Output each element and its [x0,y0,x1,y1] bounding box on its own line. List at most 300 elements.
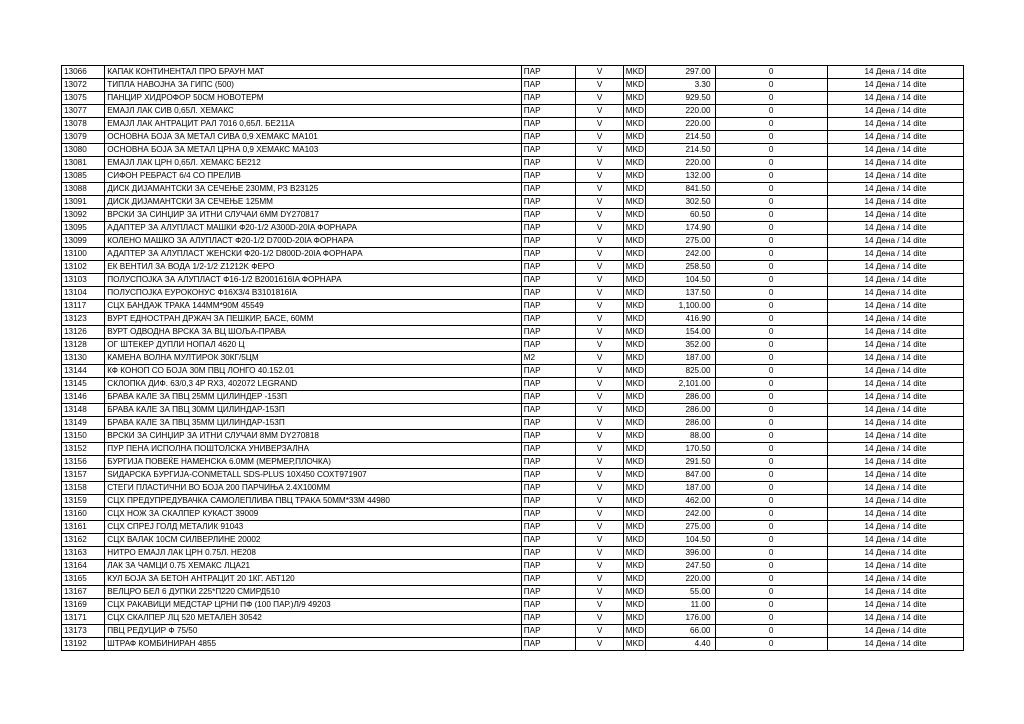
item-code-cell: 13103 [62,274,105,287]
currency-cell: MKD [623,456,646,469]
vat-mark-cell: V [576,547,623,560]
currency-cell: MKD [623,391,646,404]
item-name-cell: СЦХ СПРЕЈ ГОЛД МЕТАЛИК 91043 [105,521,521,534]
quantity-cell: 0 [715,157,827,170]
item-name-cell: ТИПЛА НАВОЈНА ЗА ГИПС (500) [105,79,521,92]
item-name-cell: БУРГИЈА ПОВЕЌЕ НАМЕНСКА 6.0ММ (МЕРМЕР,ПЛОЧКА) [105,456,521,469]
item-code-cell: 13169 [62,599,105,612]
item-name-cell: ОСНОВНА БОЈА ЗА МЕТАЛ СИВА 0,9 ХЕМАКС МА101 [105,131,521,144]
item-code-cell: 13164 [62,560,105,573]
vat-mark-cell: V [576,248,623,261]
quantity-cell: 0 [715,261,827,274]
payment-term-cell: 14 Дена / 14 dite [827,248,963,261]
vat-mark-cell: V [576,144,623,157]
quantity-cell: 0 [715,313,827,326]
vat-mark-cell: V [576,157,623,170]
item-code-cell: 13165 [62,573,105,586]
table-row [62,339,964,352]
quantity-cell: 0 [715,222,827,235]
vat-mark-cell: V [576,92,623,105]
table-row [62,261,964,274]
item-code-cell: 13161 [62,521,105,534]
price-cell: 841.50 [646,183,715,196]
table-row [62,209,964,222]
quantity-cell: 0 [715,144,827,157]
item-code-cell: 13095 [62,222,105,235]
table-row [62,573,964,586]
quantity-cell: 0 [715,196,827,209]
vat-mark-cell: V [576,534,623,547]
item-code-cell: 13149 [62,417,105,430]
vat-mark-cell: V [576,560,623,573]
quantity-cell: 0 [715,443,827,456]
price-cell: 297.00 [646,66,715,79]
table-row [62,469,964,482]
currency-cell: MKD [623,547,646,560]
payment-term-cell: 14 Дена / 14 dite [827,339,963,352]
table-row [62,521,964,534]
payment-term-cell: 14 Дена / 14 dite [827,378,963,391]
currency-cell: MKD [623,183,646,196]
currency-cell: MKD [623,482,646,495]
payment-term-cell: 14 Дена / 14 dite [827,456,963,469]
unit-cell: ПАР [521,261,576,274]
quantity-cell: 0 [715,456,827,469]
payment-term-cell: 14 Дена / 14 dite [827,170,963,183]
price-cell: 174.90 [646,222,715,235]
payment-term-cell: 14 Дена / 14 dite [827,144,963,157]
unit-cell: ПАР [521,105,576,118]
table-row [62,430,964,443]
item-name-cell: ОГ ШТЕКЕР ДУПЛИ НОПАЛ 4620 Ц [105,339,521,352]
price-cell: 104.50 [646,534,715,547]
currency-cell: MKD [623,144,646,157]
quantity-cell: 0 [715,508,827,521]
vat-mark-cell: V [576,261,623,274]
item-code-cell: 13162 [62,534,105,547]
payment-term-cell: 14 Дена / 14 dite [827,131,963,144]
item-name-cell: ПОЛУСПОЈКА ЗА АЛУПЛАСТ Ф16-1/2 В2001616IA ФОРНАРА [105,274,521,287]
payment-term-cell: 14 Дена / 14 dite [827,365,963,378]
quantity-cell: 0 [715,248,827,261]
payment-term-cell: 14 Дена / 14 dite [827,625,963,638]
item-name-cell: НИТРО ЕМАЈЛ ЛАК ЦРН 0.75Л. НЕ208 [105,547,521,560]
vat-mark-cell: V [576,456,623,469]
item-code-cell: 13152 [62,443,105,456]
item-code-cell: 13075 [62,92,105,105]
payment-term-cell: 14 Дена / 14 dite [827,599,963,612]
table-row [62,274,964,287]
currency-cell: MKD [623,248,646,261]
item-name-cell: СТЕГИ ПЛАСТИЧНИ ВО БОЈА 200 ПАРЧИЊА 2.4Х100ММ [105,482,521,495]
table-row [62,183,964,196]
quantity-cell: 0 [715,391,827,404]
price-cell: 187.00 [646,482,715,495]
item-code-cell: 13066 [62,66,105,79]
payment-term-cell: 14 Дена / 14 dite [827,534,963,547]
price-list-table [61,65,964,651]
table-row [62,534,964,547]
price-cell: 286.00 [646,391,715,404]
table-row [62,443,964,456]
table-row [62,196,964,209]
vat-mark-cell: V [576,443,623,456]
currency-cell: MKD [623,573,646,586]
item-name-cell: АДАПТЕР ЗА АЛУПЛАСТ МАШКИ Ф20-1/2 А300D-20IA ФОРНАРА [105,222,521,235]
unit-cell: ПАР [521,404,576,417]
table-row [62,300,964,313]
unit-cell: ПАР [521,92,576,105]
price-cell: 847.00 [646,469,715,482]
payment-term-cell: 14 Дена / 14 dite [827,79,963,92]
quantity-cell: 0 [715,404,827,417]
item-name-cell: АДАПТЕР ЗА АЛУПЛАСТ ЖЕНСКИ Ф20-1/2 D800D-20IA ФОРНАРА [105,248,521,261]
unit-cell: ПАР [521,183,576,196]
item-name-cell: БРАВА КАЛЕ ЗА ПВЦ 30ММ ЦИЛИНДАР-153П [105,404,521,417]
unit-cell: ПАР [521,430,576,443]
item-name-cell: ДИСК ДИЈАМАНТСКИ ЗА СЕЧЕЊЕ 125ММ [105,196,521,209]
price-cell: 286.00 [646,404,715,417]
item-name-cell: СИФОН РЕБРАСТ 6/4 СО ПРЕЛИВ [105,170,521,183]
payment-term-cell: 14 Дена / 14 dite [827,573,963,586]
quantity-cell: 0 [715,599,827,612]
price-cell: 1,100.00 [646,300,715,313]
item-code-cell: 13072 [62,79,105,92]
quantity-cell: 0 [715,79,827,92]
payment-term-cell: 14 Дена / 14 dite [827,547,963,560]
table-row [62,378,964,391]
item-code-cell: 13081 [62,157,105,170]
currency-cell: MKD [623,287,646,300]
currency-cell: MKD [623,521,646,534]
unit-cell: ПАР [521,443,576,456]
vat-mark-cell: V [576,430,623,443]
currency-cell: MKD [623,66,646,79]
quantity-cell: 0 [715,534,827,547]
price-cell: 66.00 [646,625,715,638]
currency-cell: MKD [623,378,646,391]
currency-cell: MKD [623,261,646,274]
currency-cell: MKD [623,313,646,326]
payment-term-cell: 14 Дена / 14 dite [827,469,963,482]
quantity-cell: 0 [715,118,827,131]
item-name-cell: СЦХ РАКАВИЦИ МЕДСТАР ЦРНИ ПФ (100 ПАР.)Л/9 49203 [105,599,521,612]
unit-cell: ПАР [521,638,576,651]
price-cell: 462.00 [646,495,715,508]
quantity-cell: 0 [715,287,827,300]
currency-cell: MKD [623,430,646,443]
table-row [62,79,964,92]
item-name-cell: ПАНЦИР ХИДРОФОР 50СМ НОВОТЕРМ [105,92,521,105]
quantity-cell: 0 [715,352,827,365]
vat-mark-cell: V [576,352,623,365]
item-code-cell: 13085 [62,170,105,183]
item-name-cell: ШТРАФ КОМБИНИРАН 4855 [105,638,521,651]
table-row [62,495,964,508]
item-name-cell: ЕМАЈЛ ЛАК ЦРН 0,65Л. ХЕМАКС БЕ212 [105,157,521,170]
payment-term-cell: 14 Дена / 14 dite [827,118,963,131]
quantity-cell: 0 [715,612,827,625]
unit-cell: ПАР [521,79,576,92]
table-row [62,157,964,170]
table-row [62,404,964,417]
table-row [62,560,964,573]
payment-term-cell: 14 Дена / 14 dite [827,92,963,105]
item-code-cell: 13130 [62,352,105,365]
quantity-cell: 0 [715,170,827,183]
item-name-cell: ЛАК ЗА ЧАМЦИ 0.75 ХЕМАКС ЛЦА21 [105,560,521,573]
vat-mark-cell: V [576,469,623,482]
item-code-cell: 13171 [62,612,105,625]
unit-cell: ПАР [521,469,576,482]
item-name-cell: ЕМАЈЛ ЛАК СИВ 0,65Л. ХЕМАКС [105,105,521,118]
table-row [62,287,964,300]
price-cell: 220.00 [646,105,715,118]
payment-term-cell: 14 Дена / 14 dite [827,417,963,430]
item-code-cell: 13099 [62,235,105,248]
currency-cell: MKD [623,157,646,170]
table-row [62,66,964,79]
unit-cell: ПАР [521,534,576,547]
table-row [62,92,964,105]
price-cell: 220.00 [646,573,715,586]
table-row [62,235,964,248]
price-cell: 154.00 [646,326,715,339]
price-cell: 137.50 [646,287,715,300]
price-cell: 242.00 [646,508,715,521]
item-name-cell: ПУР ПЕНА ИСПОЛНА ПОШТОЛСКА УНИВЕРЗАЛНА [105,443,521,456]
item-code-cell: 13167 [62,586,105,599]
unit-cell: ПАР [521,157,576,170]
item-code-cell: 13078 [62,118,105,131]
quantity-cell: 0 [715,586,827,599]
quantity-cell: 0 [715,521,827,534]
item-code-cell: 13159 [62,495,105,508]
unit-cell: ПАР [521,235,576,248]
payment-term-cell: 14 Дена / 14 dite [827,274,963,287]
currency-cell: MKD [623,625,646,638]
payment-term-cell: 14 Дена / 14 dite [827,313,963,326]
item-name-cell: ЅИДАРСКА БУРГИЈА-CONMETALL SDS-PLUS 10X450 CОХТ971907 [105,469,521,482]
table-row [62,417,964,430]
payment-term-cell: 14 Дена / 14 dite [827,443,963,456]
unit-cell: ПАР [521,482,576,495]
currency-cell: MKD [623,235,646,248]
payment-term-cell: 14 Дена / 14 dite [827,209,963,222]
vat-mark-cell: V [576,196,623,209]
unit-cell: ПАР [521,625,576,638]
vat-mark-cell: V [576,625,623,638]
vat-mark-cell: V [576,287,623,300]
quantity-cell: 0 [715,339,827,352]
item-name-cell: КУЛ БОЈА ЗА БЕТОН АНТРАЦИТ 20 1КГ. АБТ120 [105,573,521,586]
vat-mark-cell: V [576,495,623,508]
item-name-cell: СЦХ ВАЛАК 10СМ СИЛВЕРЛИНЕ 20002 [105,534,521,547]
table-row [62,313,964,326]
vat-mark-cell: V [576,313,623,326]
payment-term-cell: 14 Дена / 14 dite [827,196,963,209]
item-name-cell: СЦХ НОЖ ЗА СКАЛПЕР КУКАСТ 39009 [105,508,521,521]
item-name-cell: ДИСК ДИЈАМАНТСКИ ЗА СЕЧЕЊЕ 230ММ, РЗ В23125 [105,183,521,196]
payment-term-cell: 14 Дена / 14 dite [827,482,963,495]
item-code-cell: 13148 [62,404,105,417]
item-code-cell: 13173 [62,625,105,638]
price-cell: 2,101.00 [646,378,715,391]
payment-term-cell: 14 Дена / 14 dite [827,638,963,651]
item-name-cell: ЕК ВЕНТИЛ ЗА ВОДА 1/2-1/2 Z1212K ФЕРО [105,261,521,274]
unit-cell: ПАР [521,586,576,599]
table-row [62,105,964,118]
item-name-cell: СЦХ СКАЛПЕР ЛЦ 520 МЕТАЛЕН 30542 [105,612,521,625]
item-name-cell: ОСНОВНА БОЈА ЗА МЕТАЛ ЦРНА 0,9 ХЕМАКС МА103 [105,144,521,157]
currency-cell: MKD [623,339,646,352]
currency-cell: MKD [623,560,646,573]
item-name-cell: СЦХ ПРЕДУПРЕДУВАЧКА САМОЛЕПЛИВА ПВЦ ТРАКА 50ММ*33М 44980 [105,495,521,508]
unit-cell: ПАР [521,508,576,521]
item-name-cell: СКЛОПКА ДИФ. 63/0,3 4P RX3, 402072 LEGRAND [105,378,521,391]
vat-mark-cell: V [576,599,623,612]
payment-term-cell: 14 Дена / 14 dite [827,352,963,365]
quantity-cell: 0 [715,274,827,287]
price-cell: 220.00 [646,118,715,131]
unit-cell: ПАР [521,521,576,534]
vat-mark-cell: V [576,417,623,430]
item-name-cell: БРАВА КАЛЕ ЗА ПВЦ 25ММ ЦИЛИНДЕР -153П [105,391,521,404]
payment-term-cell: 14 Дена / 14 dite [827,495,963,508]
price-cell: 4.40 [646,638,715,651]
currency-cell: MKD [623,534,646,547]
item-name-cell: КОЛЕНО МАШКО ЗА АЛУПЛАСТ Ф20-1/2 D700D-20IA ФОРНАРА [105,235,521,248]
item-code-cell: 13146 [62,391,105,404]
unit-cell: ПАР [521,378,576,391]
vat-mark-cell: V [576,105,623,118]
currency-cell: MKD [623,222,646,235]
payment-term-cell: 14 Дена / 14 dite [827,287,963,300]
unit-cell: ПАР [521,573,576,586]
item-code-cell: 13145 [62,378,105,391]
price-cell: 291.50 [646,456,715,469]
unit-cell: ПАР [521,209,576,222]
quantity-cell: 0 [715,573,827,586]
unit-cell: ПАР [521,66,576,79]
table-row [62,508,964,521]
payment-term-cell: 14 Дена / 14 dite [827,326,963,339]
vat-mark-cell: V [576,131,623,144]
table-row [62,118,964,131]
price-cell: 60.50 [646,209,715,222]
currency-cell: MKD [623,79,646,92]
vat-mark-cell: V [576,118,623,131]
currency-cell: MKD [623,417,646,430]
payment-term-cell: 14 Дена / 14 dite [827,521,963,534]
vat-mark-cell: V [576,170,623,183]
price-cell: 247.50 [646,560,715,573]
payment-term-cell: 14 Дена / 14 dite [827,430,963,443]
vat-mark-cell: V [576,573,623,586]
quantity-cell: 0 [715,365,827,378]
unit-cell: ПАР [521,131,576,144]
unit-cell: ПАР [521,339,576,352]
unit-cell: ПАР [521,118,576,131]
item-name-cell: ВУРТ ОДВОДНА ВРСКА ЗА ВЦ ШОЉА-ПРАВА [105,326,521,339]
quantity-cell: 0 [715,235,827,248]
vat-mark-cell: V [576,508,623,521]
vat-mark-cell: V [576,378,623,391]
item-name-cell: ВРСКИ ЗА СИНЏИР ЗА ИТНИ СЛУЧАИ 6ММ DY270817 [105,209,521,222]
vat-mark-cell: V [576,586,623,599]
payment-term-cell: 14 Дена / 14 dite [827,391,963,404]
unit-cell: ПАР [521,326,576,339]
quantity-cell: 0 [715,417,827,430]
item-name-cell: ЕМАЈЛ ЛАК АНТРАЦИТ РАЛ 7016 0,65Л. БЕ211А [105,118,521,131]
item-code-cell: 13079 [62,131,105,144]
quantity-cell: 0 [715,547,827,560]
price-cell: 275.00 [646,235,715,248]
vat-mark-cell: V [576,326,623,339]
table-row [62,391,964,404]
quantity-cell: 0 [715,638,827,651]
item-name-cell: КФ КОНОП СО БОЈА 30М ПВЦ ЛОНГО 40.152.01 [105,365,521,378]
payment-term-cell: 14 Дена / 14 dite [827,235,963,248]
quantity-cell: 0 [715,495,827,508]
quantity-cell: 0 [715,430,827,443]
unit-cell: ПАР [521,547,576,560]
price-cell: 88.00 [646,430,715,443]
currency-cell: MKD [623,365,646,378]
unit-cell: ПАР [521,560,576,573]
unit-cell: ПАР [521,170,576,183]
quantity-cell: 0 [715,326,827,339]
item-code-cell: 13158 [62,482,105,495]
unit-cell: ПАР [521,495,576,508]
quantity-cell: 0 [715,183,827,196]
currency-cell: MKD [623,508,646,521]
price-cell: 220.00 [646,157,715,170]
price-cell: 132.00 [646,170,715,183]
currency-cell: MKD [623,105,646,118]
vat-mark-cell: V [576,235,623,248]
item-name-cell: ПОЛУСПОЈКА ЕУРОКОНУС Ф16Х3/4 В3101816IA [105,287,521,300]
quantity-cell: 0 [715,66,827,79]
price-cell: 416.90 [646,313,715,326]
unit-cell: ПАР [521,612,576,625]
table-row [62,625,964,638]
currency-cell: MKD [623,586,646,599]
table-row [62,170,964,183]
price-cell: 352.00 [646,339,715,352]
table-row [62,586,964,599]
payment-term-cell: 14 Дена / 14 dite [827,105,963,118]
vat-mark-cell: V [576,482,623,495]
quantity-cell: 0 [715,300,827,313]
item-name-cell: СЦХ БАНДАЖ ТРАКА 144ММ*90М 45549 [105,300,521,313]
currency-cell: MKD [623,300,646,313]
quantity-cell: 0 [715,625,827,638]
price-cell: 214.50 [646,131,715,144]
price-cell: 214.50 [646,144,715,157]
currency-cell: MKD [623,352,646,365]
unit-cell: ПАР [521,144,576,157]
item-code-cell: 13117 [62,300,105,313]
item-code-cell: 13157 [62,469,105,482]
table-row [62,352,964,365]
currency-cell: MKD [623,118,646,131]
payment-term-cell: 14 Дена / 14 dite [827,612,963,625]
price-cell: 176.00 [646,612,715,625]
item-name-cell: КАМЕНА ВОЛНА МУЛТИРОК 30КГ/5ЦМ [105,352,521,365]
item-code-cell: 13077 [62,105,105,118]
payment-term-cell: 14 Дена / 14 dite [827,404,963,417]
